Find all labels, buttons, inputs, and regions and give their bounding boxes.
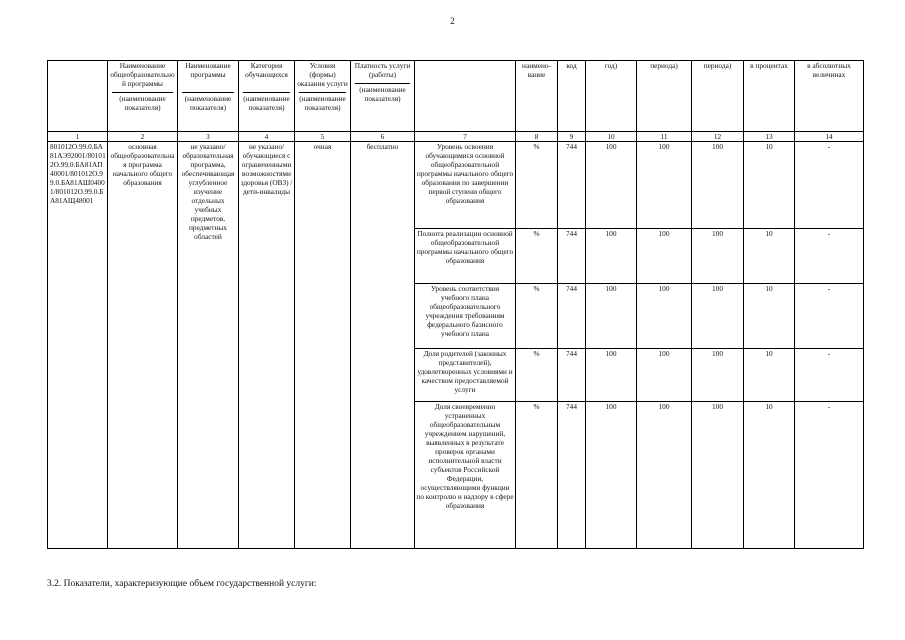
indicator-value-col11: 100 — [637, 402, 692, 549]
program-name: основная общеобразовательная программа начального общего образования — [108, 142, 178, 549]
indicator-value-col10: 100 — [586, 229, 637, 284]
indicator-value-col10: 100 — [586, 142, 637, 229]
col-number: 13 — [744, 132, 795, 142]
indicator-unit: % — [516, 402, 558, 549]
header-col3: Наименование программы (наименование показателя) — [178, 61, 239, 132]
student-category: не указано/ обучающиеся с ограниченными возможностями здоровья (ОВЗ) / дети-инвалиды — [239, 142, 295, 549]
col-number: 2 — [108, 132, 178, 142]
header-col13: в процентах — [744, 61, 795, 132]
col-number: 7 — [415, 132, 516, 142]
indicator-deviation-absolute: - — [795, 142, 864, 229]
indicator-code: 744 — [558, 229, 586, 284]
column-number-row — [48, 132, 864, 142]
indicator-name: Доля своевременно устраненных общеобразовательным учреждением нарушений, выявленных в результате проверок органами исполнительной власти субъектов Российской Федерации, осуществляющими функции по контролю и надзору в сфере образования — [415, 402, 516, 549]
service-form: очная — [295, 142, 351, 549]
indicator-value-col10: 100 — [586, 402, 637, 549]
service-fee: бесплатно — [351, 142, 415, 549]
indicator-code: 744 — [558, 349, 586, 402]
col-number: 4 — [239, 132, 295, 142]
indicator-value-col10: 100 — [586, 349, 637, 402]
header-col5: Условия (формы) оказания услуги (наименование показателя) — [295, 61, 351, 132]
header-col4: Категория обучающихся (наименование показателя) — [239, 61, 295, 132]
indicator-unit: % — [516, 284, 558, 349]
indicator-value-col11: 100 — [637, 142, 692, 229]
page-number: 2 — [450, 16, 455, 26]
indicator-value-col12: 100 — [692, 284, 744, 349]
indicator-name: Уровень освоения обучающимися основной общеобразовательной программы начального общего образования по завершении первой ступени общего образования — [415, 142, 516, 229]
col-number: 6 — [351, 132, 415, 142]
header-col2: Наименование общеобразовательной программы (наименование показателя) — [108, 61, 178, 132]
section-heading: 3.2. Показатели, характеризующие объем государственной услуги: — [47, 579, 317, 589]
indicator-name: Доля родителей (законных представителей), удовлетворенных условиями и качеством предоставляемой услуги — [415, 349, 516, 402]
indicator-deviation-absolute: - — [795, 229, 864, 284]
indicator-value-col11: 100 — [637, 284, 692, 349]
indicator-deviation-percent: 10 — [744, 402, 795, 549]
header-col8: наимено-вание — [516, 61, 558, 132]
indicator-deviation-absolute: - — [795, 349, 864, 402]
header-col6: Платность услуги (работы) (наименование показателя) — [351, 61, 415, 132]
indicator-deviation-percent: 10 — [744, 349, 795, 402]
indicator-value-col12: 100 — [692, 402, 744, 549]
indicator-unit: % — [516, 229, 558, 284]
header-col11: периода) — [637, 61, 692, 132]
indicator-value-col10: 100 — [586, 284, 637, 349]
indicator-name: Уровень соответствия учебного плана общеобразовательного учреждения требованиям федерального базисного учебного плана — [415, 284, 516, 349]
col-number: 10 — [586, 132, 637, 142]
col-number: 5 — [295, 132, 351, 142]
indicator-value-col12: 100 — [692, 349, 744, 402]
col-number: 3 — [178, 132, 239, 142]
indicator-unit: % — [516, 142, 558, 229]
indicator-code: 744 — [558, 142, 586, 229]
indicator-value-col11: 100 — [637, 349, 692, 402]
indicator-name: Полнота реализации основной общеобразовательной программы начального общего образования — [415, 229, 516, 284]
col-number: 9 — [558, 132, 586, 142]
indicator-deviation-absolute: - — [795, 284, 864, 349]
header-col9: код — [558, 61, 586, 132]
header-col1 — [48, 61, 108, 132]
header-col7 — [415, 61, 516, 132]
service-code: 801012О.99.0.БА81АЭ92001/801012О.99.0.БА81АП40001/801012О.99.0.БА81АШ04001/801012О.99.0.БА81АЩ48001 — [48, 142, 108, 549]
header-col14: в абсолютных величинах — [795, 61, 864, 132]
indicator-value-col12: 100 — [692, 142, 744, 229]
indicator-code: 744 — [558, 284, 586, 349]
table-row — [48, 142, 864, 229]
indicator-deviation-absolute: - — [795, 402, 864, 549]
col-number: 11 — [637, 132, 692, 142]
indicator-deviation-percent: 10 — [744, 229, 795, 284]
col-number: 1 — [48, 132, 108, 142]
col-number: 12 — [692, 132, 744, 142]
program-type: не указано/ образовательная программа, обеспечивающая углубленное изучение отдельных учебных предметов, предметных областей — [178, 142, 239, 549]
indicator-deviation-percent: 10 — [744, 142, 795, 229]
header-row — [48, 61, 864, 132]
quality-indicators-table — [47, 60, 864, 549]
header-col10: год) — [586, 61, 637, 132]
header-col12: периода) — [692, 61, 744, 132]
indicator-value-col12: 100 — [692, 229, 744, 284]
col-number: 8 — [516, 132, 558, 142]
indicator-code: 744 — [558, 402, 586, 549]
col-number: 14 — [795, 132, 864, 142]
indicator-unit: % — [516, 349, 558, 402]
indicator-deviation-percent: 10 — [744, 284, 795, 349]
indicator-value-col11: 100 — [637, 229, 692, 284]
